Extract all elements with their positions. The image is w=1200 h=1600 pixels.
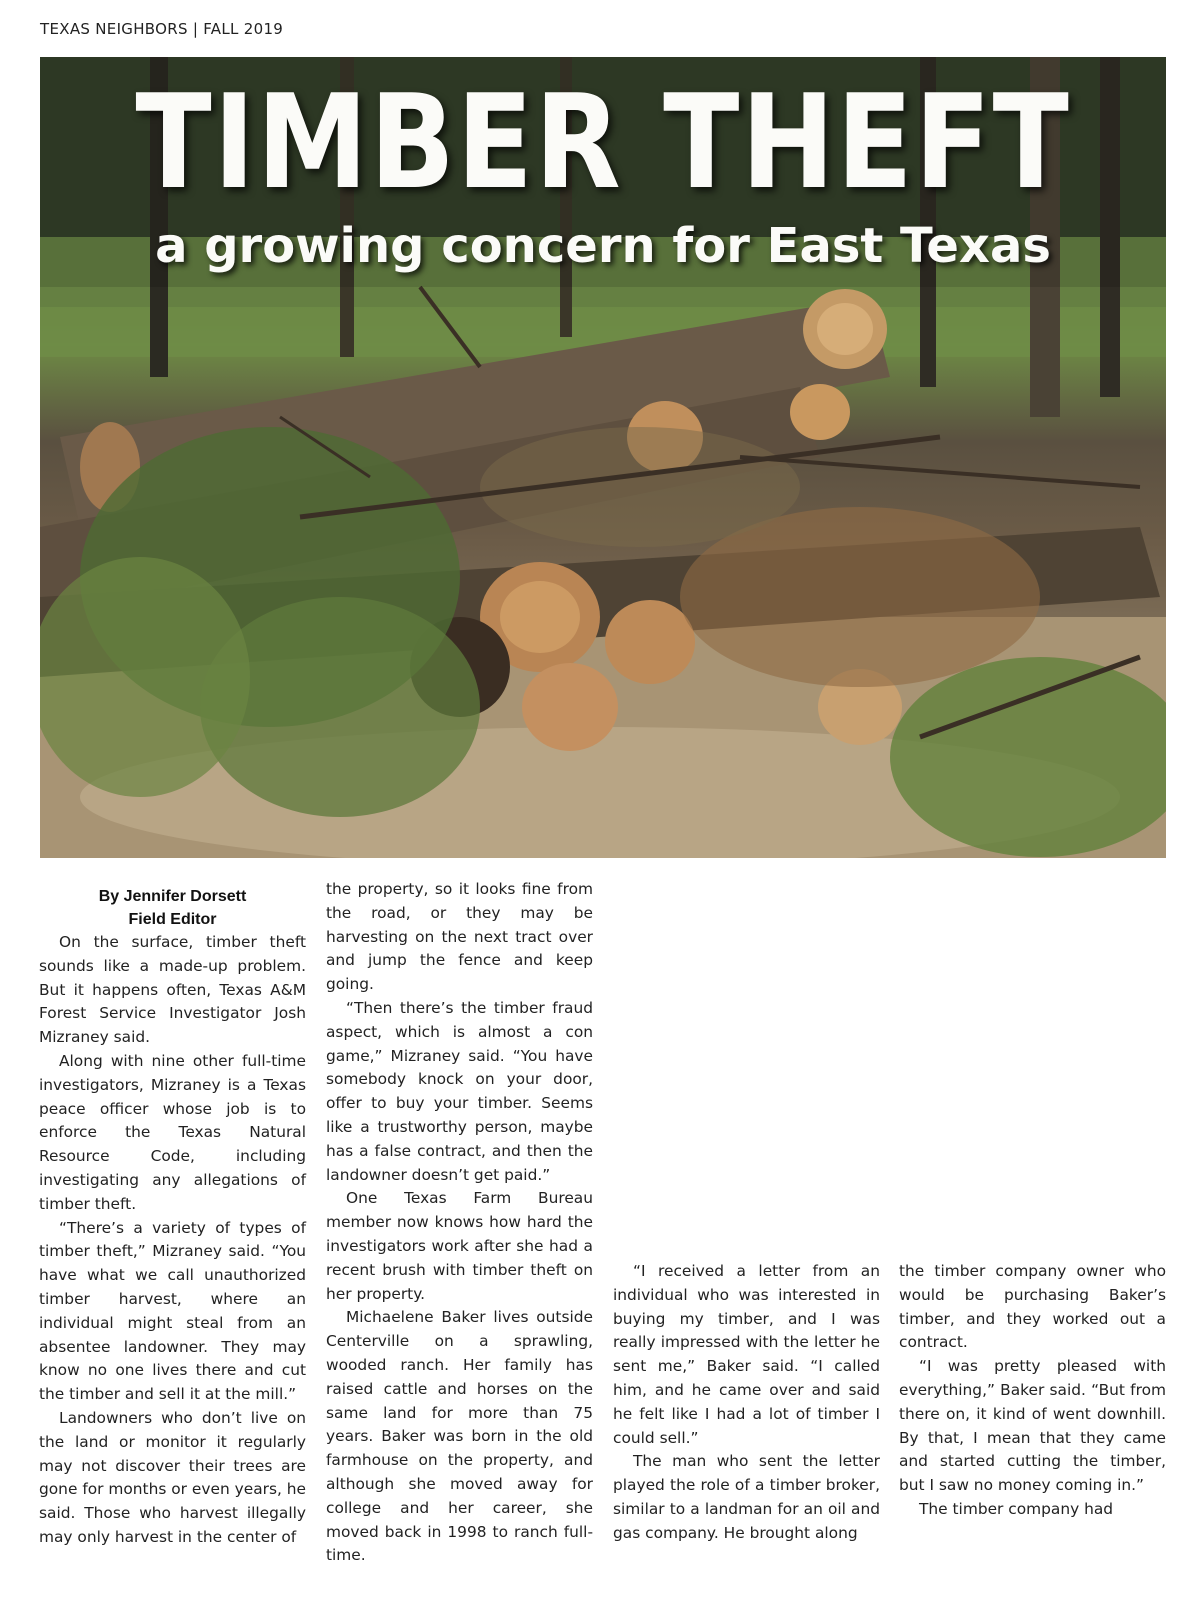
article-column-4	[899, 1260, 1166, 1522]
paragraph: Michaelene Baker lives outside Centerville on a sprawling, wooded ranch. Her family has raised cattle and horses on the same land for more than 75 years. Baker was born in the old farmhouse on the property, and although she moved away for college and her career, she moved back in 1998 to ranch full-time.	[326, 1308, 593, 1565]
paragraph: “I was pretty pleased with everything,” Baker said. “But from there on, it kind of went downhill. By that, I mean that they came and started cutting the timber, but I saw no money coming in.”	[899, 1357, 1166, 1495]
paragraph: The man who sent the letter played the role of a timber broker, similar to a landman for an oil and gas company. He brought along	[613, 1452, 880, 1542]
byline-role: Field Editor	[128, 911, 217, 928]
paragraph: “There’s a variety of types of timber theft,” Mizraney said. “You have what we call unauthorized timber harvest, where an individual might steal from an absentee landowner. They may know no one lives there and cut the timber and sell it at the mill.”	[39, 1218, 306, 1404]
byline-author: By Jennifer Dorsett	[98, 888, 247, 905]
article-column-2	[326, 878, 593, 1568]
hero-photo	[40, 57, 1166, 858]
issue-header: TEXAS NEIGHBORS | FALL 2019	[40, 20, 284, 38]
headline: TIMBER THEFT	[135, 66, 1071, 218]
article-column-3	[613, 1260, 880, 1546]
paragraph: the timber company owner who would be purchasing Baker’s timber, and they worked out a contract.	[899, 1262, 1166, 1352]
paragraph: Along with nine other full-time investigators, Mizraney is a Texas peace officer whose job is to enforce the Texas Natural Resource Code, including investigating any allegations of timber theft.	[39, 1051, 306, 1213]
paragraph: the property, so it looks fine from the road, or they may be harvesting on the next tract over and jump the fence and keep going.	[326, 880, 593, 994]
article-column-1	[39, 885, 306, 1550]
paragraph: The timber company had	[919, 1499, 1114, 1518]
paragraph: “Then there’s the timber fraud aspect, which is almost a con game,” Mizraney said. “You have somebody knock on your door, offer to buy your timber. Seems like a trustworthy person, maybe has a false contract, and then the landowner doesn’t get paid.”	[326, 998, 593, 1184]
paragraph: On the surface, timber theft sounds like a made-up problem. But it happens often, Texas A&M Forest Service Investigator Josh Mizraney said.	[39, 933, 306, 1047]
paragraph: Landowners who don’t live on the land or monitor it regularly may not discover their trees are gone for months or even years, he said. Those who harvest illegally may only harvest in the center of	[39, 1408, 306, 1546]
paragraph: “I received a letter from an individual who was interested in buying my timber, and I was really impressed with the letter he sent me,” Baker said. “I called him, and he came over and said he felt like I had a lot of timber I could sell.”	[613, 1262, 880, 1447]
paragraph: One Texas Farm Bureau member now knows how hard the investigators work after she had a recent brush with timber theft on her property.	[326, 1189, 593, 1303]
subheadline: a growing concern for East Texas	[155, 218, 1051, 274]
